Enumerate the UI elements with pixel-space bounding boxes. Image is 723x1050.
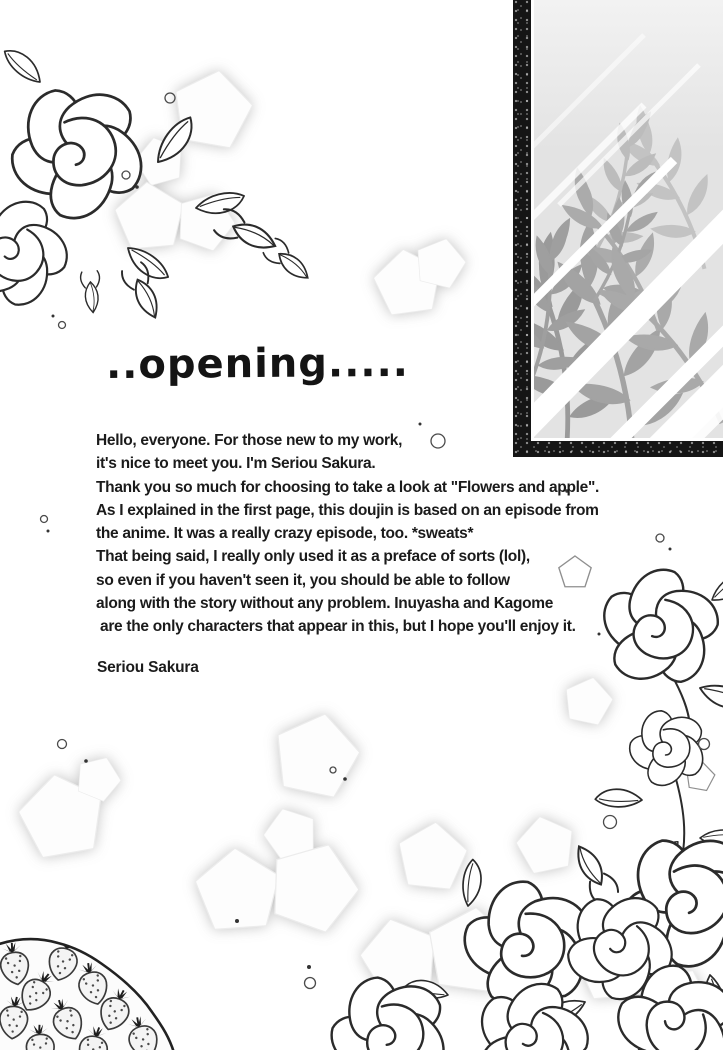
panel-border-left xyxy=(513,0,531,457)
author-note-line: That being said, I really only used it as a preface of sorts (lol), xyxy=(96,548,530,566)
author-note xyxy=(96,429,599,639)
foliage-photo xyxy=(534,0,723,438)
author-note-line: Hello, everyone. For those new to my work, xyxy=(96,432,403,449)
foliage-photo-panel xyxy=(513,0,723,457)
author-signature: Seriou Sakura xyxy=(97,659,199,676)
author-note-line: it's nice to meet you. I'm Seriou Sakura. xyxy=(96,455,376,473)
author-note-line: Thank you so much for choosing to take a look at "Flowers and apple". xyxy=(96,478,599,496)
strawberry-blob xyxy=(0,936,175,1050)
opening-title: ..opening..... xyxy=(105,339,410,389)
rose-cluster-right-middle xyxy=(587,552,723,868)
author-note-line: are the only characters that appear in this, but I hope you'll enjoy it. xyxy=(96,618,576,636)
author-note-line: As I explained in the first page, this doujin is based on an episode from xyxy=(96,501,599,519)
rose-cluster-top-left xyxy=(0,42,315,333)
author-note-line: so even if you haven't seen it, you should be able to follow xyxy=(96,571,510,589)
author-note-line: along with the story without any problem. Inuyasha and Kagome xyxy=(96,595,554,613)
author-note-line: the anime. It was a really crazy episode, too. *sweats* xyxy=(96,525,474,543)
